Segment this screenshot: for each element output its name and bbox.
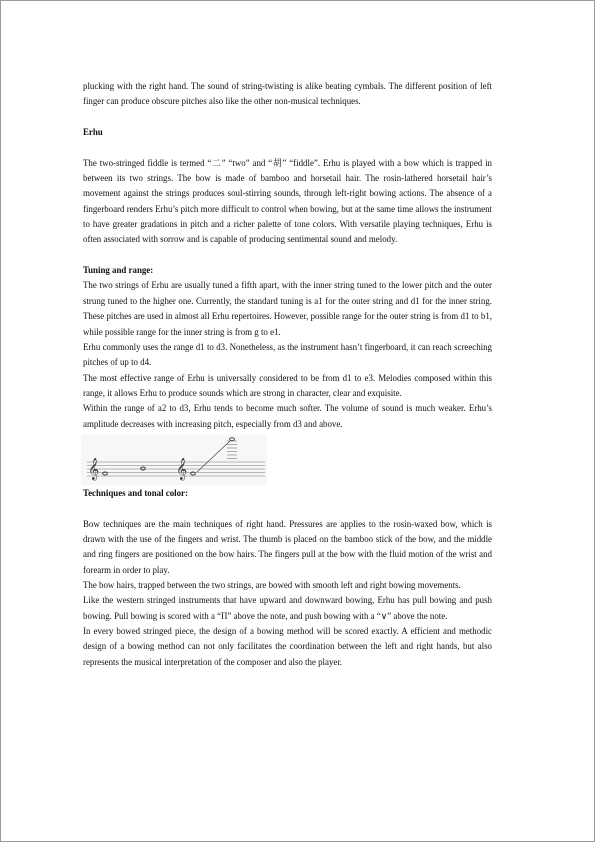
page-body [83,79,492,670]
erhu-range-staff-figure [81,435,267,485]
blank-line [83,110,492,125]
paragraph-bow-hairs: The bow hairs, trapped between the two strings, are bowed with smooth left and right bowing movements. [83,579,461,590]
paragraph-pull-push-bowing: Like the western stringed instruments that have upward and downward bowing, Erhu has pull bowing and push bowing. Pull bowing is scored with a “П” above the note, and push bowing with a “∨” above the note. [83,595,492,621]
paragraph-effective-range: The most effective range of Erhu is universally considered to be from d1 to e3. Melodies composed within this range, it allows Erhu to produce sounds which are strong in character, clear and exquisite. [83,372,492,398]
paragraph-tuning: The two strings of Erhu are usually tuned a fifth apart, with the inner string tuned to the lower pitch and the outer strung tuned to the higher one. Currently, the standard tuning is a1 for the outer string and d1 for the inner string. These pitches are used in almost all Erhu repertoires. However, possible range for the outer string is from d1 to b1, while possible range for the inner string is from g to e1. [83,280,492,337]
blank-line [83,501,492,516]
blank-line [83,140,492,155]
treble-clef-icon: 𝄞 [176,457,188,480]
paragraph-soft-range: Within the range of a2 to d3, Erhu tends to become much softer. The volume of sound is much weaker. Erhu’s amplitude decreases with increasing pitch, especially from d3 and above. [83,403,492,429]
paragraph-common-range: Erhu commonly uses the range d1 to d3. Nonetheless, as the instrument hasn’t fingerboard, it can reach screeching pitches of up to d4. [83,341,492,368]
section-heading-techniques-and-tonal-color: Techniques and tonal color: [83,487,188,498]
section-heading-tuning-and-range: Tuning and range: [83,265,154,276]
paragraph-bow-techniques: Bow techniques are the main techniques of right hand. Pressures are applies to the rosin-waxed bow, which is drawn with the use of the fingers and wrist. The thumb is placed on the bamboo stick of the bow, and the middle and ring fingers are positioned on the bow hairs. The fingers pull at the bow with the fluid motion of the wrist and forearm in order to play. [83,518,492,575]
blank-line [83,248,492,263]
treble-clef-icon: 𝄞 [88,457,100,480]
paragraph-bowing-method: In every bowed stringed piece, the design of a bowing method will be scored exactly. A efficient and methodic design of a bowing method can not only facilitates the coordination between the left and right hands, but also represents the musical interpretation of the composer and also the player. [83,626,492,667]
section-heading-erhu: Erhu [83,127,103,138]
paragraph-plucking-continuation: plucking with the right hand. The sound of string-twisting is alike beating cymbals. The different position of left finger can produce obscure pitches also like the other non-musical techniques. [83,81,492,107]
paragraph-erhu-intro: The two-stringed fiddle is termed “二” “two” and “胡” “fiddle”. Erhu is played with a bow which is trapped in between its two strings. The bow is made of bamboo and horsetail hair. The rosin-lathered horsetail hair’s movement against the strings produces soul-stirring sounds, through left-right bowing actions. The absence of a fingerboard renders Erhu’s pitch more difficult to control when bowing, but at the same time allows the instrument to have greater gradations in pitch and a richer palette of tone colors. With versatile playing techniques, Erhu is often associated with sorrow and is capable of producing sentimental sound and melody. [83,157,492,245]
